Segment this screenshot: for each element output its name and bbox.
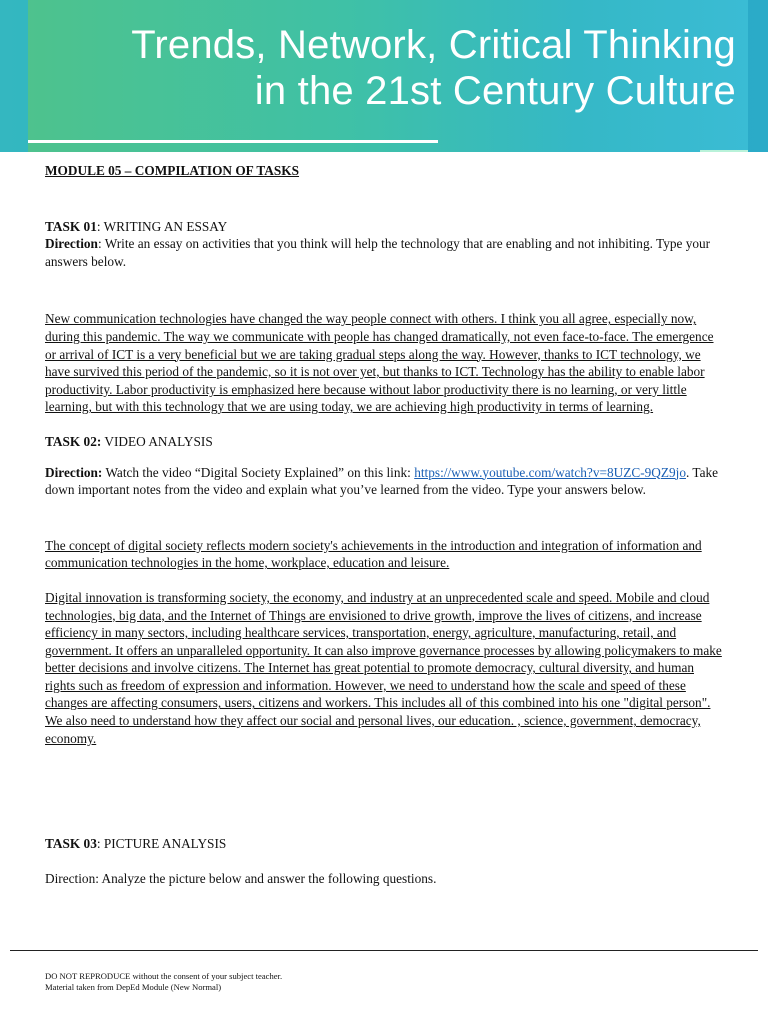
task1-heading — [45, 218, 725, 236]
task1-direction-text: : Write an essay on activities that you think will help the technology that are enabling and not inhibiting. Type your answers below. — [45, 236, 711, 269]
task1-title: : WRITING AN ESSAY — [96, 218, 228, 234]
task2-title: VIDEO ANALYSIS — [101, 433, 213, 449]
task1-label: TASK 01 — [45, 218, 97, 234]
task3-direction: Direction: Analyze the picture below and answer the following questions. — [45, 870, 437, 886]
task2-heading — [45, 433, 725, 451]
page-title-line2: in the 21st Century Culture — [254, 69, 736, 113]
task2-direction-label: Direction: — [45, 464, 103, 480]
page-title — [36, 22, 736, 114]
task3-label: TASK 03 — [45, 836, 97, 852]
task2-answer-paragraph-1[interactable]: The concept of digital society reflects modern society's achievements in the introduction and integration of information and communication technologies in the home, workplace, education and leisure. — [45, 537, 702, 571]
footer-warning: DO NOT REPRODUCE — [45, 971, 131, 981]
banner-accent — [700, 150, 748, 152]
task3-heading — [45, 835, 725, 853]
page-title-line1: Trends, Network, Critical Thinking — [131, 23, 736, 67]
task2-answer-paragraph-2[interactable]: Digital innovation is transforming society, the economy, and industry at an unprecedented scale and speed. Mobile and cloud technologies, big data, and the Internet of Things are envisioned to drive growth, improve the lives of citizens, and increase efficiency in many sectors, including healthcare services, transportation, energy, agriculture, manufacturing, retail, and government. It offers an unparalleled opportunity. It can also improve governance processes by allowing policymakers to make better decisions and involve citizens. The Internet has great potential to promote democracy, cultural diversity, and human rights such as freedom of expression and information. However, we need to understand how the scale and speed of these changes are affecting consumers, users, citizens and workers. This includes all of this combined into his one "digital person". We also need to understand how they affect our social and personal lives, our education. , science, government, democracy, economy. — [45, 589, 722, 746]
footer-line2: Material taken from DepEd Module (New Normal) — [45, 982, 222, 992]
footer — [45, 971, 645, 993]
banner-left-stripe — [0, 0, 28, 152]
footer-line1-rest: without the consent of your subject teacher. — [130, 971, 283, 981]
task3-title: : PICTURE ANALYSIS — [96, 836, 227, 852]
footer-line1 — [45, 971, 645, 982]
task1-direction-label: Direction — [45, 236, 98, 252]
task2-direction-text-before: Watch the video “Digital Society Explained” on this link: — [102, 464, 415, 480]
module-heading: MODULE 05 – COMPILATION OF TASKS — [45, 163, 300, 178]
task1-direction — [45, 235, 725, 270]
task2-direction — [45, 464, 725, 499]
header-banner — [0, 0, 768, 152]
task2-direction-text-after: . Take down important notes from the video and explain what you’ve learned from the video. Type your answers below. — [45, 464, 719, 498]
task2-label: TASK 02: — [45, 433, 102, 449]
banner-underline — [28, 140, 438, 143]
document-body — [45, 162, 725, 887]
youtube-link[interactable]: https://www.youtube.com/watch?v=8UZC-9QZ9jo — [414, 464, 686, 480]
footer-divider — [10, 950, 758, 951]
banner-right-stripe — [748, 0, 768, 152]
task1-answer[interactable]: New communication technologies have changed the way people connect with others. I think you all agree, especially now, during this pandemic. The way we communicate with people has changed dramatically, not even face-to-face. The emergence or arrival of ICT is a very beneficial but we are taking gradual steps along the way. However, thanks to ICT technology, we have survived this period of the pandemic, so it is not over yet, but thanks to ICT. Technology has the ability to enable labor productivity. Labor productivity is emphasized here because without labor productivity there is no learning, or very little learning, but with this technology that we are using today, we are achieving high productivity in terms of learning. — [45, 311, 714, 415]
